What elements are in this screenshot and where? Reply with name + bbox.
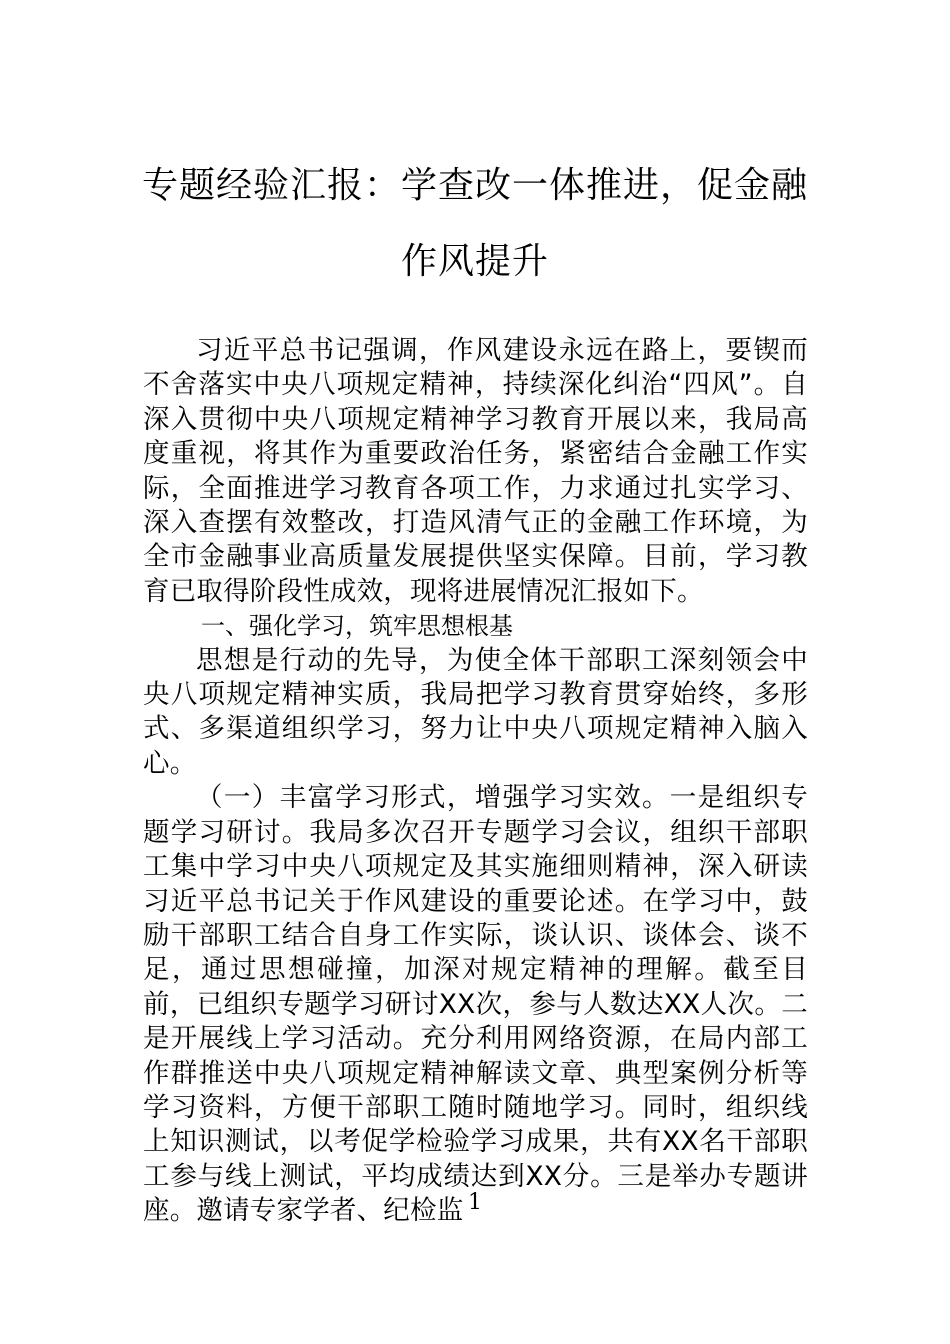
section-heading: 一、强化学习，筑牢思想根基 — [201, 612, 513, 641]
subsection-paragraph: （一）丰富学习形式，增强学习实效。一是组织专题学习研讨。我局多次召开专题学习会议，组织干部职工集中学习中央八项规定及其实施细则精神，深入研读习近平总书记关于作风建设的重要论述。在学习中，鼓励干部职工结合自身工作实际，谈认识、谈体会、谈不足，通过思想碰撞，加深对规定精神的理解。截至目前，已组织专题学习研讨XX次，参与人数达XX人次。二是开展线上学习活动。充分利用网络资源，在局内部工作群推送中央八项规定精神解读文章、典型案例分析等学习资料，方便干部职工随时随地学习。同时，组织线上知识测试，以考促学检验学习成果，共有XX名干部职工参与线上测试，平均成绩达到XX分。三是举办专题讲座。邀请专家学者、纪检监 — [143, 782, 808, 1227]
intro-paragraph: 习近平总书记强调，作风建设永远在路上，要锲而不舍落实中央八项规定精神，持续深化纠治“四风”。自深入贯彻中央八项规定精神学习教育开展以来，我局高度重视，将其作为重要政治任务，紧密结合金融工作实际，全面推进学习教育各项工作，力求通过扎实学习、深入查摆有效整改，打造风清气正的金融工作环境，为全市金融事业高质量发展提供坚实保障。目前，学习教育已取得阶段性成效，现将进展情况汇报如下。 — [143, 335, 808, 607]
document-title: 专题经验汇报：学查改一体推进，促金融作风提升 — [141, 165, 808, 282]
section-intro-paragraph: 思想是行动的先导，为使全体干部职工深刻领会中央八项规定精神实质，我局把学习教育贯穿始终，多形式、多渠道组织学习，努力让中央八项规定精神入脑入心。 — [143, 644, 808, 779]
page-number: 1 — [468, 1190, 482, 1215]
document-body — [143, 334, 808, 1229]
